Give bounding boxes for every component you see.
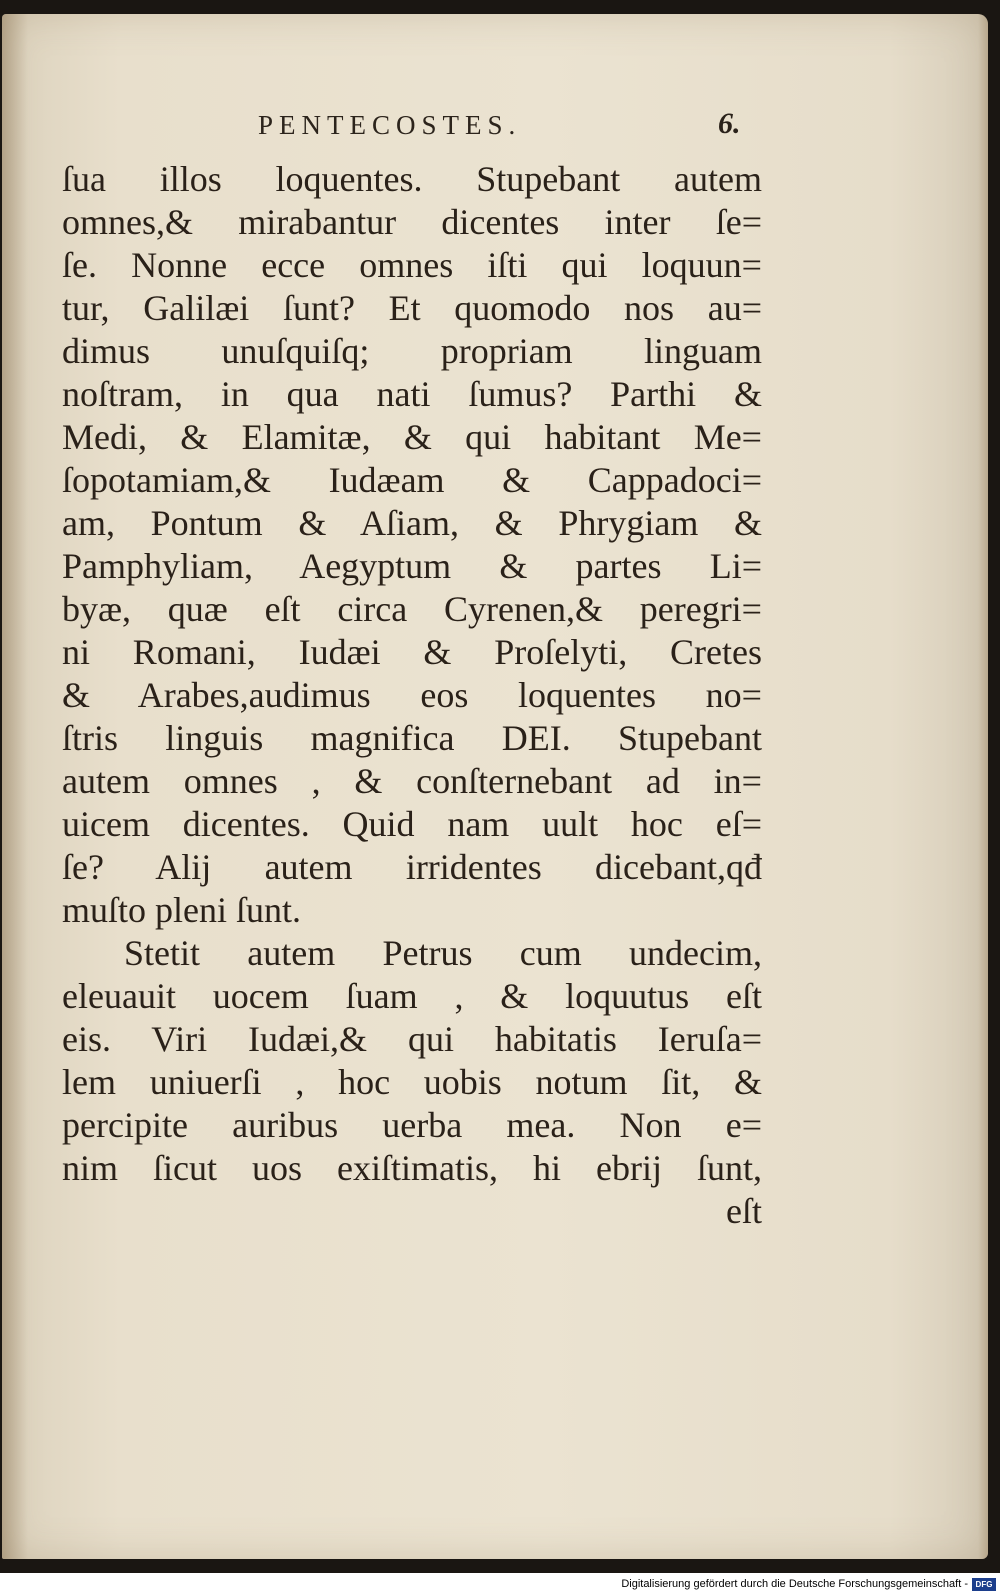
text-line: noſtram, in qua nati ſumus? Parthi &: [62, 374, 762, 414]
text-line: autem omnes , & conſternebant ad in=: [62, 761, 762, 801]
text-line: ſe. Nonne ecce omnes iſti qui loquun=: [62, 245, 762, 285]
text-line: Pamphyliam, Aegyptum & partes Li=: [62, 546, 762, 586]
dfg-logo-icon: DFG: [972, 1578, 996, 1591]
text-line: ſe? Alij autem irridentes dicebant,qđ: [62, 847, 762, 887]
digitization-credit: Digitalisierung gefördert durch die Deutsche Forschungsgemeinschaft -: [621, 1578, 968, 1590]
text-line: ſtris linguis magnifica DEI. Stupebant: [62, 718, 762, 758]
gutter-shadow: [2, 14, 28, 1559]
text-line: ſua illos loquentes. Stupebant autem: [62, 159, 762, 199]
text-line: omnes,& mirabantur dicentes inter ſe=: [62, 202, 762, 242]
text-line: ni Romani, Iudæi & Proſelyti, Cretes: [62, 632, 762, 672]
text-line: eleuauit uocem ſuam , & loquutus eſt: [62, 976, 762, 1016]
footer-bar: [0, 1573, 1000, 1596]
body-text: [62, 158, 762, 1233]
text-line: lem uniuerſi , hoc uobis notum ſit, &: [62, 1062, 762, 1102]
page-edge: [978, 14, 988, 1559]
text-line: Medi, & Elamitæ, & qui habitant Me=: [62, 417, 762, 457]
text-line: ſopotamiam,& Iudæam & Cappadoci=: [62, 460, 762, 500]
catchword: eſt: [726, 1191, 762, 1231]
text-line: byæ, quæ eſt circa Cyrenen,& peregri=: [62, 589, 762, 629]
text-line: & Arabes,audimus eos loquentes no=: [62, 675, 762, 715]
page-number: 6.: [718, 107, 741, 140]
text-line: dimus unuſquiſq; propriam linguam: [62, 331, 762, 371]
paragraph-start-line: Stetit autem Petrus cum undecim,: [124, 933, 762, 973]
text-line: nim ſicut uos exiſtimatis, hi ebrij ſunt,: [62, 1148, 762, 1188]
text-line: uicem dicentes. Quid nam uult hoc eſ=: [62, 804, 762, 844]
text-line: eis. Viri Iudæi,& qui habitatis Ieruſa=: [62, 1019, 762, 1059]
text-line: tur, Galilæi ſunt? Et quomodo nos au=: [62, 288, 762, 328]
book-page: [2, 14, 988, 1559]
running-head: PENTECOSTES.: [258, 110, 522, 140]
text-line: muſto pleni ſunt.: [62, 890, 301, 930]
text-line: am, Pontum & Aſiam, & Phrygiam &: [62, 503, 762, 543]
text-line: percipite auribus uerba mea. Non e=: [62, 1105, 762, 1145]
